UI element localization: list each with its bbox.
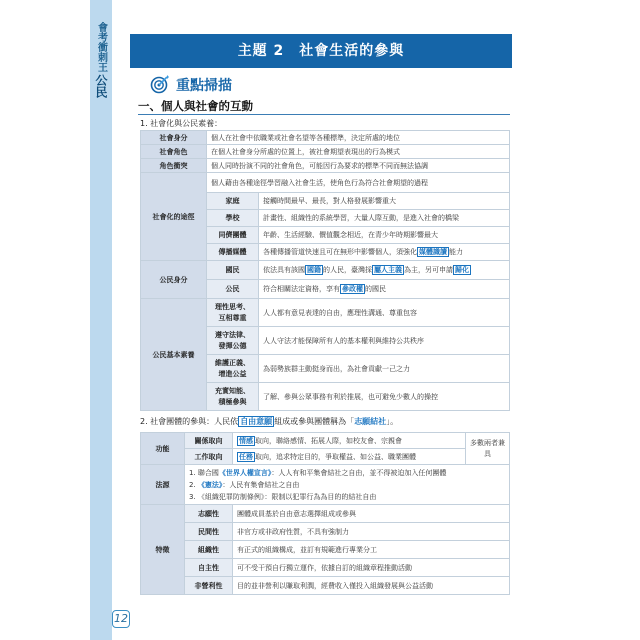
row-sublabel [207,383,259,411]
highlight-term: 歸化 [455,266,469,274]
row-text: 年齡、生活經驗、價值觀念相近，在青少年時期影響最大 [259,227,510,244]
highlight-term: 《世界人權宣言》 [218,468,272,477]
row-text: 非官方或非政府性質，不具有強制力 [233,523,510,541]
row-text: 人人都有意見表達的自由，應理性溝通、尊重包容 [259,299,510,327]
text-part: 能力 [449,248,463,256]
sublabel-line: 互相尊重 [218,313,247,322]
row-text: 有正式的組織構成，並訂有規範進行專業分工 [233,541,510,559]
row-sublabel: 自主性 [185,559,233,577]
highlight-term: 媒體識讀 [419,248,447,256]
text-part: 為主，另可申請 [404,266,453,274]
row-label: 社會化的途徑 [141,173,207,261]
text-part: 各種傳播管道快速且可在無形中影響個人，須強化 [263,248,417,256]
row-label: 角色衝突 [141,159,207,173]
row-sublabel: 學校 [207,210,259,227]
side-strip [90,0,112,640]
association-table [140,432,510,595]
row-text: 個人同時扮演不同的社會角色，可能因行為要求的標準不同而無法協調 [207,159,510,173]
table-row [141,465,510,505]
row-text: 個人藉由各種途徑學習融入社會生活，使角色行為符合社會期望的過程 [207,173,510,193]
highlight-term: 參政權 [342,285,363,293]
row-label: 功能 [141,433,185,465]
row-label: 社會身分 [141,131,207,145]
sublabel-line: 發揮公德 [218,341,247,350]
row-text: 人人守法才能保障所有人的基本權利與維持公共秩序 [259,327,510,355]
highlight-term: 志願結社 [354,417,387,426]
law-item [189,491,505,503]
row-label: 特徵 [141,505,185,595]
row-label: 公民身分 [141,261,207,299]
topic-title: 主題 2 社會生活的參與 [130,34,512,68]
law-item [189,479,505,491]
row-sublabel: 傳播媒體 [207,244,259,261]
row-label: 公民基本素養 [141,299,207,411]
sublabel-line: 維護正義、 [215,358,250,367]
function-note: 多數兩者兼具 [466,433,510,465]
text-part: ：人人有和平集會結社之自由，並不得被迫加入任何團體 [271,468,447,477]
text-part: 2. [189,480,198,489]
sublabel-line: 理性思考、 [215,302,250,311]
text-part: 取向，聯絡感情、拓展人際，如校友會、宗親會 [255,436,402,445]
table-row [141,541,510,559]
focus-heading-text: 重點掃描 [176,78,232,94]
row-sublabel [207,299,259,327]
row-sublabel: 志願性 [185,505,233,523]
table-row [141,261,510,280]
row-text: 接觸時間最早、最長，對人格發展影響重大 [259,193,510,210]
text-part: 的國民 [365,285,386,293]
row-sublabel: 家庭 [207,193,259,210]
row-text: 可不受干預自行獨立運作，依據自訂的組織章程推動活動 [233,559,510,577]
row-sublabel: 組織性 [185,541,233,559]
row-label: 法源 [141,465,185,505]
row-text: 團體成員基於自由意志選擇組成或參與 [233,505,510,523]
text-part: 依法具有該國 [263,266,305,274]
text-part: 取向，追求特定目的，爭取權益、如公益、職業團體 [255,452,416,461]
table-row [141,559,510,577]
row-text: 目的並非營利以賺取利潤，經費收入僅投入組織發展與公益活動 [233,577,510,595]
text-part: 3. 《組織犯罪防制條例》：限制以犯罪行為為目的的結社自由 [189,492,377,501]
text-part: 符合相關法定資格，享有 [263,285,340,293]
table-row [141,145,510,159]
section-heading: 一、個人與社會的互動 [138,99,253,113]
subsection-1: 1. 社會化與公民素養： [140,119,223,128]
sublabel-line: 遵守法律、 [215,330,250,339]
highlight-term: 國籍 [307,266,321,274]
row-text: 在個人社會身分所處的位置上，被社會期望表現出的行為模式 [207,145,510,159]
table-row [141,577,510,595]
highlight-term: 自由意願 [240,417,273,426]
socialization-table [140,130,510,411]
row-sublabel: 同儕團體 [207,227,259,244]
table-row [141,523,510,541]
row-sublabel: 國民 [207,261,259,280]
highlight-term: 屬人主義 [374,266,402,274]
side-series-title [90,22,112,98]
law-list [185,465,510,505]
table-row [141,299,510,327]
row-text: 個人在社會中依職業或社會名望等各種標準，決定所處的地位 [207,131,510,145]
table-row [141,131,510,145]
row-sublabel: 工作取向 [185,449,233,465]
table-row [141,173,510,193]
text-part: 2. 社會團體的參與：人民依 [140,417,239,426]
row-text: 了解、參與公眾事務有利於推展，也可避免少數人的操控 [259,383,510,411]
row-text [233,449,466,465]
law-item [189,467,505,479]
sublabel-line: 積極參與 [218,397,247,406]
row-sublabel: 非營利性 [185,577,233,595]
table-row [141,433,510,449]
table-row [141,449,510,465]
row-sublabel: 民間性 [185,523,233,541]
side-subject: 公民 [94,74,108,98]
text-part: 1. 聯合國 [189,468,219,477]
text-part: 」。 [386,417,399,426]
text-part: 組成或參與團體稱為「 [274,417,355,426]
row-label: 社會角色 [141,145,207,159]
text-part: 的人民，臺灣採 [323,266,372,274]
row-sublabel [207,327,259,355]
row-sublabel [207,355,259,383]
side-series: 會考衝刺王 [95,22,107,72]
row-text: 計畫性、組織性的系統學習，大量人際互動，是進入社會的橋梁 [259,210,510,227]
subsection-2 [140,416,398,427]
section-divider [138,114,510,115]
row-sublabel: 關係取向 [185,433,233,449]
highlight-term: 《憲法》 [197,480,223,489]
table-row [141,159,510,173]
target-icon [150,74,170,94]
highlight-term: 情感 [239,436,253,445]
row-text: 為弱勢族群主動挺身而出，為社會貢獻一己之力 [259,355,510,383]
row-text [259,280,510,299]
page-number: 12 [112,610,130,628]
sublabel-line: 增進公益 [218,369,247,378]
row-text [233,433,466,449]
row-text [259,261,510,280]
row-sublabel: 公民 [207,280,259,299]
row-text [259,244,510,261]
sublabel-line: 充實知能、 [215,386,250,395]
highlight-term: 任務 [239,452,253,461]
text-part: ：人民有集會結社之自由 [222,480,300,489]
table-row [141,505,510,523]
